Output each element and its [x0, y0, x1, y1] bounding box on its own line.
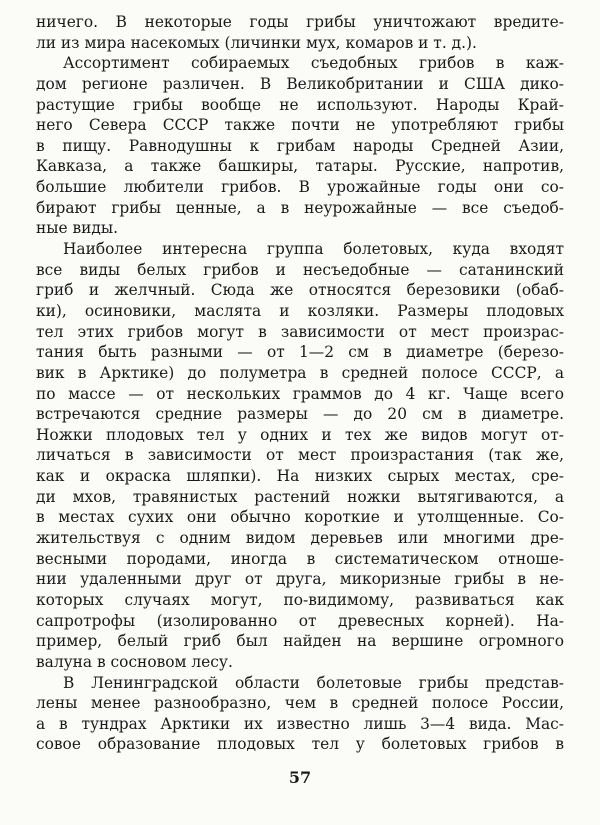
text-line: весными породами, иногда в систематическом отноше- — [36, 549, 564, 568]
text-line: а в тундрах Арктики их известно лишь 3—4 вида. Мас- — [36, 714, 564, 733]
text-line: встречаются средние размеры — до 20 см в диаметре. — [36, 405, 564, 424]
text-line: в местах сухих они обычно короткие и утолщенные. Со- — [36, 508, 564, 527]
paragraph — [36, 239, 564, 672]
text-line: пример, белый гриб был найден на вершине огромного — [36, 632, 564, 651]
text-line: по массе — от нескольких граммов до 4 кг. Чаще всего — [36, 384, 564, 403]
text-line: в пищу. Равнодушны к грибам народы Средней Азии, — [36, 136, 564, 155]
text-line: большие любители грибов. В урожайные годы они со- — [36, 178, 564, 197]
text-line: бирают грибы ценные, а в неурожайные — все съедоб- — [36, 198, 564, 217]
text-line: совое образование плодовых тел у болетовых грибов в — [36, 735, 564, 754]
text-line: как и окраска шляпки). На низких сырых местах, сре- — [36, 467, 564, 486]
body-text — [36, 12, 564, 755]
text-line: гриб и желчный. Сюда же относятся березовики (обаб- — [36, 281, 564, 300]
text-line: тел этих грибов могут в зависимости от мест произрас- — [36, 322, 564, 341]
text-line: В Ленинградской области болетовые грибы представ- — [63, 673, 564, 692]
text-line: Кавказа, а также башкиры, татары. Русские, напротив, — [36, 157, 564, 176]
text-line: которых случаях могут, по-видимому, развиваться как — [36, 590, 564, 609]
text-line: Ассортимент собираемых съедобных грибов в каж- — [63, 54, 564, 73]
text-line: него Севера СССР также почти не употребляют грибы — [36, 116, 564, 135]
text-line: ки), осиновики, маслята и козляки. Размеры плодовых — [36, 301, 564, 320]
paragraph — [36, 673, 564, 756]
text-line: сапротрофы (изолированно от древесных корней). На- — [36, 611, 564, 630]
text-line: Ножки плодовых тел у одних и тех же видов могут от- — [36, 425, 564, 444]
text-line: ные виды. — [36, 219, 119, 238]
text-line: валуна в сосновом лесу. — [36, 652, 233, 671]
text-line: жительствуя с одним видом деревьев или многими дре- — [36, 529, 564, 548]
text-line: ничего. В некоторые годы грибы уничтожают вредите- — [36, 13, 564, 31]
paragraph — [36, 12, 564, 53]
text-line: дом регионе различен. В Великобритании и США дико- — [36, 74, 564, 93]
text-line: Наиболее интересна группа болетовых, куда входят — [63, 240, 564, 259]
text-line: ди мхов, травянистых растений ножки вытягиваются, а — [36, 487, 564, 506]
text-line: нии удаленными друг от друга, микоризные грибы в не- — [36, 570, 564, 589]
text-line: личаться в зависимости от мест произрастания (так же, — [36, 446, 564, 465]
text-line: вик в Арктике) до полуметра в средней полосе СССР, а — [36, 363, 564, 382]
text-line: ли из мира насекомых (личинки мух, комаров и т. д.). — [36, 33, 477, 52]
paragraph — [36, 53, 564, 239]
text-line: лены менее разнообразно, чем в средней полосе России, — [36, 694, 564, 713]
page-number: 57 — [288, 768, 312, 787]
text-line: все виды белых грибов и несъедобные — сатанинский — [36, 260, 564, 279]
text-line: растущие грибы вообще не используют. Народы Край- — [36, 95, 564, 114]
text-line: тания быть разными — от 1—2 см в диаметре (березо- — [36, 343, 564, 362]
